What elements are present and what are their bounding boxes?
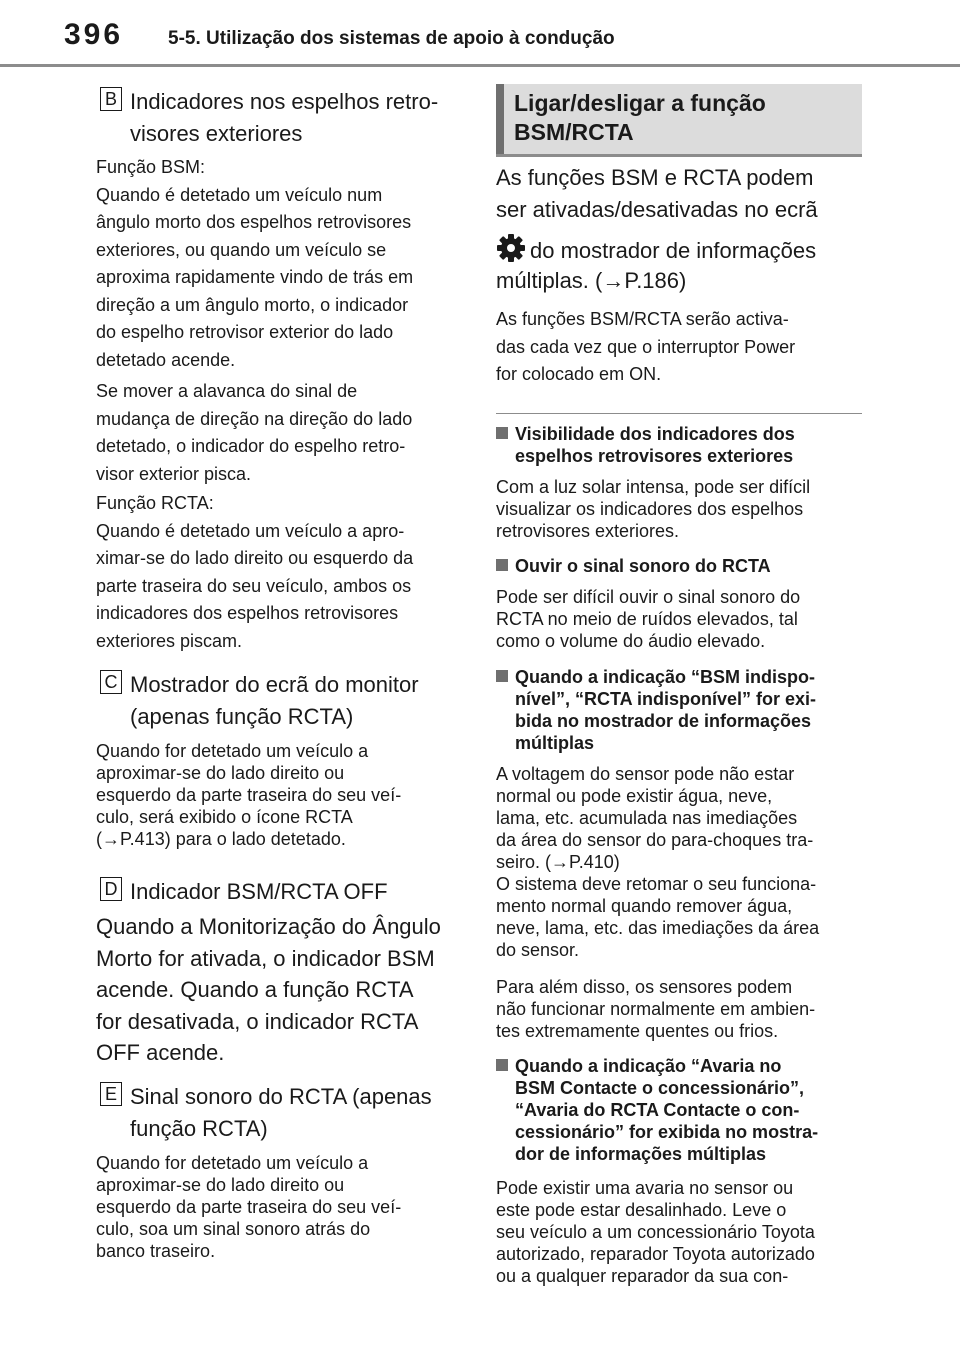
- page-number: 396: [64, 18, 124, 51]
- subsection-unavailable-title: Quando a indicação “BSM indispo- nível”, “RCTA indisponível” for exi- bida no mostrador de informações múltiplas: [515, 667, 817, 753]
- subsection-unavailable-body-2: Para além disso, os sensores podem não funcionar normalmente em ambien- tes extremamente quentes ou frios.: [496, 977, 816, 1041]
- square-bullet-icon: [496, 559, 508, 571]
- intro-paragraph-2: As funções BSM/RCTA serão activa- das cada vez que o interruptor Power for colocado em ON.: [496, 309, 796, 384]
- item-d-paragraph: Quando a Monitorização do Ângulo Morto for ativada, o indicador BSM acende. Quando a função RCTA for desativada, o indicador RCTA OFF acende.: [96, 914, 441, 1065]
- subsection-malfunction-title: Quando a indicação “Avaria no BSM Contacte o concessionário”, “Avaria do RCTA Contacte o con- cessionário” for exibida no mostra- dor de informações múltiplas: [515, 1056, 819, 1164]
- subsection-unavailable: [496, 666, 862, 754]
- section-box-title: Ligar/desligar a função BSM/RCTA: [514, 90, 766, 145]
- item-d-letter: D: [100, 877, 122, 901]
- subsection-malfunction: [496, 1055, 862, 1165]
- intro-paragraph-part-2: [496, 233, 862, 267]
- subsection-visibility: [496, 423, 862, 467]
- item-c-letter: C: [100, 670, 122, 694]
- subsection-visibility-title: Visibilidade dos indicadores dos espelhos retrovisores exteriores: [515, 424, 795, 466]
- subsection-visibility-body: Com a luz solar intensa, pode ser difícil visualizar os indicadores dos espelhos retrovisores exteriores.: [496, 477, 811, 541]
- square-bullet-icon: [496, 1059, 508, 1071]
- subsection-sound-body: Pode ser difícil ouvir o sinal sonoro do RCTA no meio de ruídos elevados, tal como o volume do áudio elevado.: [496, 587, 801, 651]
- item-c-paragraph: Quando for detetado um veículo a aproximar-se do lado direito ou esquerdo da parte traseira do seu veí- culo, será exibido o ícone RCTA (→P.413) para o lado detetado.: [96, 741, 402, 849]
- item-b-paragraph-1: Função BSM: Quando é detetado um veículo num ângulo morto dos espelhos retrovisores exteriores, ou quando um veículo se aproxima rapidamente vindo de trás em direção a um ângulo morto, o indicador do espelho retrovisor exterior do lado detetado acende.: [96, 157, 414, 370]
- section-title: 5-5. Utilização dos sistemas de apoio à condução: [168, 28, 615, 49]
- item-e-letter: E: [100, 1082, 122, 1106]
- square-bullet-icon: [496, 670, 508, 682]
- intro-paragraph-part-1: As funções BSM e RCTA podem ser ativadas/desativadas no ecrã: [496, 165, 818, 222]
- item-e-paragraph: Quando for detetado um veículo a aproximar-se do lado direito ou esquerdo da parte traseira do seu veí- culo, soa um sinal sonoro atrás do banco traseiro.: [96, 1153, 402, 1261]
- intro-paragraph-part-3: múltiplas. (→P.186): [496, 268, 687, 293]
- subsection-malfunction-body: Pode existir uma avaria no sensor ou este pode estar desalinhado. Leve o seu veículo a um concessionário Toyota autorizado, reparador Toyota autorizado ou a qualquer reparador da sua con-: [496, 1178, 815, 1286]
- item-d-title: Indicador BSM/RCTA OFF: [130, 879, 388, 904]
- item-b-paragraph-2: Se mover a alavanca do sinal de mudança de direção na direção do lado detetado, o indicador do espelho retro- visor exterior pisca.: [96, 381, 413, 484]
- subsection-unavailable-body-1: A voltagem do sensor pode não estar normal ou pode existir água, neve, lama, etc. acumulada nas imediações da área do sensor do para-choques tra- seiro. (→P.410) O sistema deve retomar o seu funciona- mento normal quando remover água, neve, lama, etc. das imediações da área do sensor.: [496, 764, 820, 960]
- item-b-title: Indicadores nos espelhos retro- visores exteriores: [130, 89, 439, 146]
- item-c-title: Mostrador do ecrã do monitor (apenas função RCTA): [130, 672, 419, 729]
- item-b-paragraph-3: Função RCTA: Quando é detetado um veículo a apro- ximar-se do lado direito ou esquerdo da parte traseira do seu veículo, ambos os indicadores dos espelhos retrovisores exteriores piscam.: [96, 493, 414, 651]
- square-bullet-icon: [496, 427, 508, 439]
- gear-icon: [496, 233, 526, 263]
- section-box-header: [496, 84, 862, 157]
- subsection-sound: [496, 555, 862, 577]
- header-rule: [0, 64, 960, 67]
- item-e-title: Sinal sonoro do RCTA (apenas função RCTA): [130, 1084, 432, 1141]
- subsection-sound-title: Ouvir o sinal sonoro do RCTA: [515, 556, 771, 576]
- item-b-letter: B: [100, 87, 122, 111]
- section-rule: [496, 413, 862, 414]
- intro-paragraph-inline-text: do mostrador de informações: [530, 238, 817, 263]
- section-box-accent: [496, 84, 504, 154]
- page-header: [0, 0, 960, 66]
